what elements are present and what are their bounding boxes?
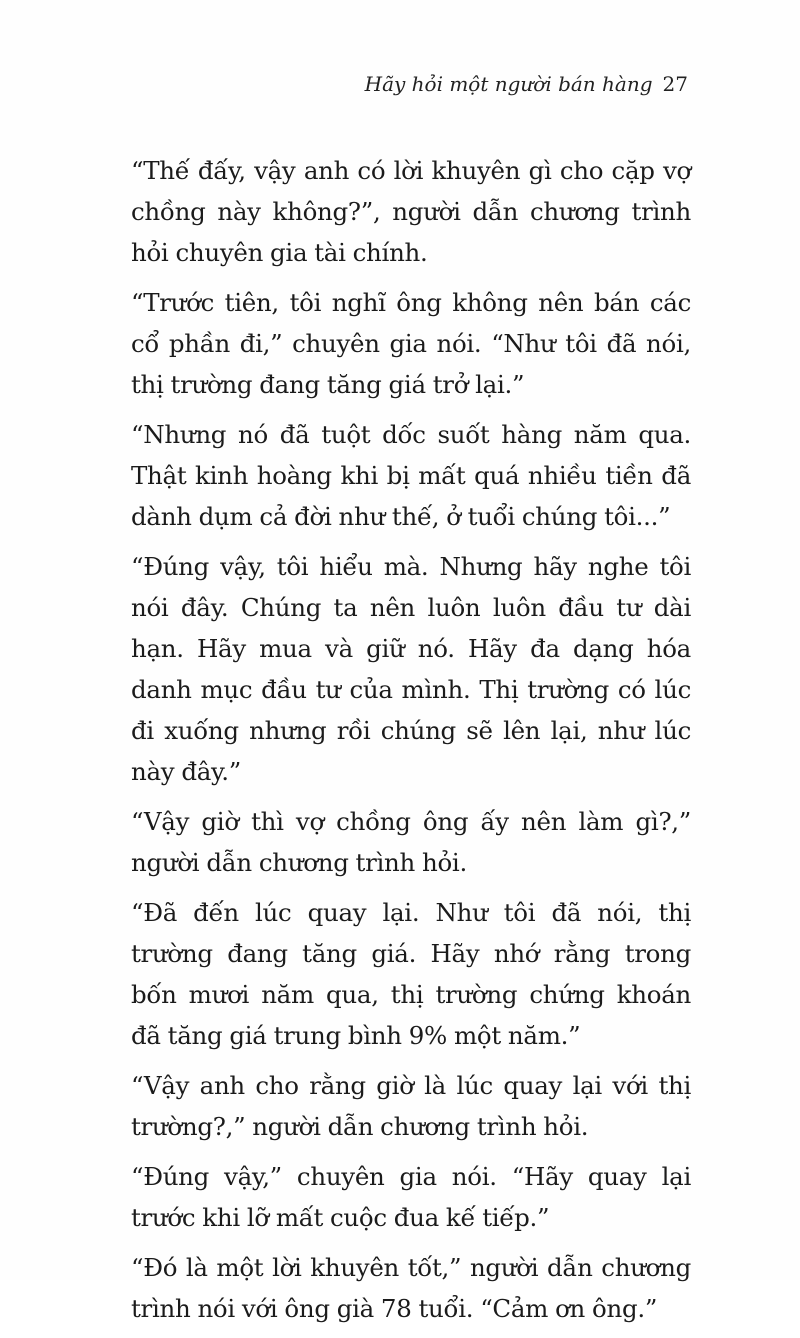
paragraph: “Đã đến lúc quay lại. Như tôi đã nói, thị trường đang tăng giá. Hãy nhớ rằng trong bốn mươi năm qua, thị trường chứng khoán đã tăng giá trung bình 9% một năm.” [131, 898, 691, 1050]
paragraph: “Đúng vậy, tôi hiểu mà. Nhưng hãy nghe tôi nói đây. Chúng ta nên luôn luôn đầu tư dài hạn. Hãy mua và giữ nó. Hãy đa dạng hóa danh mục đầu tư của mình. Thị trường có lúc đi xuống nhưng rồi chúng sẽ lên lại, như lúc này đây.” [131, 552, 691, 786]
paragraph: “Thế đấy, vậy anh có lời khuyên gì cho cặp vợ chồng này không?”, người dẫn chương trình hỏi chuyên gia tài chính. [131, 156, 691, 267]
paragraph: “Đó là một lời khuyên tốt,” người dẫn chương trình nói với ông già 78 tuổi. “Cảm ơn ông.” [131, 1253, 691, 1323]
paragraph: “Trước tiên, tôi nghĩ ông không nên bán các cổ phần đi,” chuyên gia nói. “Như tôi đã nói, thị trường đang tăng giá trở lại.” [131, 288, 691, 399]
paragraph: “Vậy giờ thì vợ chồng ông ấy nên làm gì?,” người dẫn chương trình hỏi. [131, 807, 691, 877]
paragraph: “Đúng vậy,” chuyên gia nói. “Hãy quay lại trước khi lỡ mất cuộc đua kế tiếp.” [131, 1162, 691, 1232]
body-text [131, 150, 691, 1338]
paragraph: “Vậy anh cho rằng giờ là lúc quay lại với thị trường?,” người dẫn chương trình hỏi. [131, 1071, 691, 1141]
paragraph: “Nhưng nó đã tuột dốc suốt hàng năm qua. Thật kinh hoàng khi bị mất quá nhiều tiền đã dành dụm cả đời như thế, ở tuổi chúng tôi...” [131, 420, 691, 531]
chapter-title: Hãy hỏi một người bán hàng [364, 72, 653, 96]
running-header [365, 72, 688, 96]
page-number: 27 [662, 72, 688, 96]
